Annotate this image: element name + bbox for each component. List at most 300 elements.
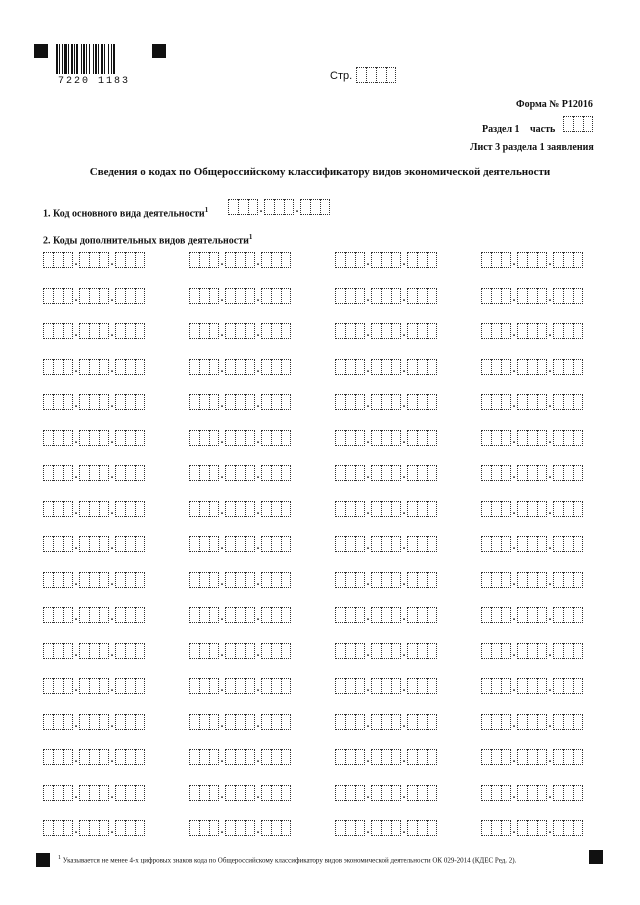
code-class-cell[interactable] [481, 714, 491, 730]
code-class-cells[interactable] [335, 288, 365, 304]
code-class-cell[interactable] [43, 643, 53, 659]
additional-activity-code-field[interactable] [189, 607, 291, 623]
code-class-cells[interactable] [43, 288, 73, 304]
code-class-cell[interactable] [481, 430, 491, 446]
code-class-cell[interactable] [199, 678, 209, 694]
code-subclass-cell[interactable] [527, 430, 537, 446]
code-class-cell[interactable] [189, 785, 199, 801]
code-subclass-cells[interactable] [371, 323, 401, 339]
code-class-cell[interactable] [43, 714, 53, 730]
code-subclass-cell[interactable] [245, 501, 255, 517]
code-subclass-cells[interactable] [517, 749, 547, 765]
code-group-cell[interactable] [125, 749, 135, 765]
code-group-cells[interactable] [115, 252, 145, 268]
code-class-cell[interactable] [63, 359, 73, 375]
code-class-cell[interactable] [345, 572, 355, 588]
code-class-cells[interactable] [335, 465, 365, 481]
code-class-cell[interactable] [335, 465, 345, 481]
code-class-cell[interactable] [209, 607, 219, 623]
code-subclass-cell[interactable] [89, 430, 99, 446]
additional-activity-code-field[interactable] [481, 820, 583, 836]
code-class-cell[interactable] [335, 288, 345, 304]
code-subclass-cells[interactable] [79, 678, 109, 694]
code-group-cell[interactable] [115, 394, 125, 410]
code-subclass-cell[interactable] [391, 536, 401, 552]
code-group-cell[interactable] [135, 607, 145, 623]
additional-activity-code-field[interactable] [335, 785, 437, 801]
code-group-cell[interactable] [573, 678, 583, 694]
code-group-cells[interactable] [115, 820, 145, 836]
code-group-cell[interactable] [417, 714, 427, 730]
code-class-cell[interactable] [501, 323, 511, 339]
code-class-cell[interactable] [43, 536, 53, 552]
code-group-cell[interactable] [115, 643, 125, 659]
code-group-cells[interactable] [115, 323, 145, 339]
code-group-cell[interactable] [407, 678, 417, 694]
code-class-cells[interactable] [43, 607, 73, 623]
code-class-cell[interactable] [355, 394, 365, 410]
code-class-cell[interactable] [43, 607, 53, 623]
code-group-cell[interactable] [427, 714, 437, 730]
code-class-cell[interactable] [53, 714, 63, 730]
page-number-cell[interactable] [386, 67, 396, 83]
code-group-cell[interactable] [271, 430, 281, 446]
code-group-cell[interactable] [281, 323, 291, 339]
code-class-cell[interactable] [199, 820, 209, 836]
additional-activity-code-field[interactable] [43, 536, 145, 552]
code-group-cell[interactable] [125, 785, 135, 801]
code-subclass-cell[interactable] [381, 607, 391, 623]
code-class-cell[interactable] [63, 678, 73, 694]
code-class-cell[interactable] [43, 820, 53, 836]
additional-activity-code-field[interactable] [43, 678, 145, 694]
code-group-cell[interactable] [417, 536, 427, 552]
code-subclass-cell[interactable] [235, 465, 245, 481]
code-subclass-cell[interactable] [225, 572, 235, 588]
code-class-cell[interactable] [355, 359, 365, 375]
code-class-cell[interactable] [189, 323, 199, 339]
code-class-cell[interactable] [199, 714, 209, 730]
code-group-cell[interactable] [427, 785, 437, 801]
code-subclass-cell[interactable] [99, 288, 109, 304]
code-class-cell[interactable] [53, 252, 63, 268]
code-class-cell[interactable] [481, 394, 491, 410]
code-subclass-cell[interactable] [99, 820, 109, 836]
code-class-cells[interactable] [189, 607, 219, 623]
code-class-cell[interactable] [53, 394, 63, 410]
code-subclass-cell[interactable] [225, 430, 235, 446]
code-subclass-cell[interactable] [527, 678, 537, 694]
code-group-cell[interactable] [427, 323, 437, 339]
code-group-cell[interactable] [281, 785, 291, 801]
code-class-cell[interactable] [189, 430, 199, 446]
code-group-cell[interactable] [125, 430, 135, 446]
code-class-cell[interactable] [501, 252, 511, 268]
code-subclass-cells[interactable] [225, 501, 255, 517]
code-subclass-cell[interactable] [391, 785, 401, 801]
code-class-cell[interactable] [63, 643, 73, 659]
code-class-cell[interactable] [481, 501, 491, 517]
code-class-cell[interactable] [345, 430, 355, 446]
code-class-cell[interactable] [199, 607, 209, 623]
code-class-cell[interactable] [481, 820, 491, 836]
code-subclass-cell[interactable] [225, 714, 235, 730]
code-group-cell[interactable] [271, 749, 281, 765]
code-class-cell[interactable] [63, 572, 73, 588]
code-class-cell[interactable] [43, 252, 53, 268]
code-group-cell[interactable] [115, 501, 125, 517]
code-group-cell[interactable] [115, 572, 125, 588]
code-subclass-cell[interactable] [89, 465, 99, 481]
code-subclass-cells[interactable] [517, 820, 547, 836]
code-group-cell[interactable] [125, 572, 135, 588]
code-group-cell[interactable] [573, 572, 583, 588]
code-subclass-cell[interactable] [537, 607, 547, 623]
code-group-cell[interactable] [417, 749, 427, 765]
code-class-cell[interactable] [43, 749, 53, 765]
code-group-cell[interactable] [573, 607, 583, 623]
code-group-cell[interactable] [125, 465, 135, 481]
code-group-cell[interactable] [553, 714, 563, 730]
code-subclass-cell[interactable] [99, 394, 109, 410]
code-group-cell[interactable] [281, 430, 291, 446]
code-subclass-cell[interactable] [391, 323, 401, 339]
code-group-cell[interactable] [573, 323, 583, 339]
code-group-cell[interactable] [271, 394, 281, 410]
code-subclass-cell[interactable] [391, 678, 401, 694]
code-group-cell[interactable] [407, 714, 417, 730]
code-subclass-cells[interactable] [79, 359, 109, 375]
code-class-cell[interactable] [355, 643, 365, 659]
code-subclass-cells[interactable] [517, 323, 547, 339]
code-class-cell[interactable] [345, 678, 355, 694]
code-class-cell[interactable] [209, 785, 219, 801]
code-class-cell[interactable] [53, 323, 63, 339]
code-subclass-cells[interactable] [371, 714, 401, 730]
code-subclass-cell[interactable] [537, 785, 547, 801]
code-class-cell[interactable] [481, 288, 491, 304]
additional-activity-code-field[interactable] [43, 572, 145, 588]
code-class-cell[interactable] [335, 359, 345, 375]
code-group-cells[interactable] [300, 199, 330, 215]
code-group-cell[interactable] [573, 785, 583, 801]
code-subclass-cell[interactable] [235, 572, 245, 588]
code-class-cell[interactable] [355, 252, 365, 268]
code-subclass-cells[interactable] [517, 536, 547, 552]
additional-activity-code-field[interactable] [43, 785, 145, 801]
code-group-cell[interactable] [271, 288, 281, 304]
code-class-cells[interactable] [189, 359, 219, 375]
code-group-cell[interactable] [271, 607, 281, 623]
code-class-cell[interactable] [335, 394, 345, 410]
code-group-cells[interactable] [407, 430, 437, 446]
code-group-cell[interactable] [135, 501, 145, 517]
code-class-cell[interactable] [501, 359, 511, 375]
code-group-cell[interactable] [261, 536, 271, 552]
code-subclass-cell[interactable] [391, 394, 401, 410]
code-subclass-cell[interactable] [537, 678, 547, 694]
additional-activity-code-field[interactable] [189, 820, 291, 836]
code-group-cell[interactable] [261, 394, 271, 410]
code-subclass-cells[interactable] [517, 288, 547, 304]
code-group-cell[interactable] [427, 359, 437, 375]
code-class-cell[interactable] [228, 199, 238, 215]
code-subclass-cell[interactable] [99, 252, 109, 268]
additional-activity-code-field[interactable] [335, 252, 437, 268]
code-class-cell[interactable] [355, 572, 365, 588]
code-group-cell[interactable] [553, 820, 563, 836]
code-class-cell[interactable] [43, 785, 53, 801]
code-subclass-cell[interactable] [245, 323, 255, 339]
code-subclass-cell[interactable] [537, 430, 547, 446]
code-group-cells[interactable] [407, 394, 437, 410]
code-group-cells[interactable] [407, 643, 437, 659]
code-subclass-cell[interactable] [79, 394, 89, 410]
additional-activity-code-field[interactable] [335, 536, 437, 552]
code-class-cell[interactable] [199, 465, 209, 481]
code-group-cells[interactable] [553, 714, 583, 730]
code-class-cells[interactable] [335, 359, 365, 375]
code-subclass-cell[interactable] [381, 430, 391, 446]
code-subclass-cell[interactable] [371, 359, 381, 375]
code-class-cell[interactable] [481, 359, 491, 375]
code-subclass-cell[interactable] [79, 820, 89, 836]
code-subclass-cell[interactable] [89, 820, 99, 836]
code-class-cell[interactable] [491, 643, 501, 659]
additional-activity-code-field[interactable] [189, 785, 291, 801]
code-group-cells[interactable] [115, 536, 145, 552]
code-subclass-cell[interactable] [245, 785, 255, 801]
code-group-cell[interactable] [261, 678, 271, 694]
code-subclass-cell[interactable] [527, 607, 537, 623]
code-class-cell[interactable] [355, 323, 365, 339]
code-group-cells[interactable] [553, 536, 583, 552]
additional-activity-code-field[interactable] [189, 536, 291, 552]
code-subclass-cell[interactable] [79, 643, 89, 659]
code-class-cells[interactable] [43, 323, 73, 339]
code-group-cell[interactable] [563, 714, 573, 730]
code-group-cell[interactable] [553, 643, 563, 659]
code-group-cell[interactable] [417, 288, 427, 304]
code-group-cell[interactable] [407, 394, 417, 410]
code-class-cells[interactable] [481, 430, 511, 446]
code-subclass-cell[interactable] [371, 607, 381, 623]
code-group-cells[interactable] [407, 288, 437, 304]
code-subclass-cells[interactable] [371, 536, 401, 552]
code-subclass-cell[interactable] [371, 465, 381, 481]
code-group-cell[interactable] [261, 785, 271, 801]
code-subclass-cell[interactable] [517, 714, 527, 730]
code-group-cell[interactable] [553, 785, 563, 801]
additional-activity-code-field[interactable] [189, 643, 291, 659]
code-subclass-cell[interactable] [99, 359, 109, 375]
code-class-cell[interactable] [335, 607, 345, 623]
code-subclass-cells[interactable] [225, 714, 255, 730]
code-class-cells[interactable] [481, 323, 511, 339]
code-class-cell[interactable] [481, 749, 491, 765]
code-class-cell[interactable] [491, 820, 501, 836]
code-group-cell[interactable] [553, 572, 563, 588]
additional-activity-code-field[interactable] [335, 678, 437, 694]
code-group-cells[interactable] [553, 252, 583, 268]
code-class-cell[interactable] [355, 714, 365, 730]
code-group-cells[interactable] [553, 749, 583, 765]
code-class-cell[interactable] [355, 749, 365, 765]
code-subclass-cells[interactable] [225, 394, 255, 410]
code-class-cell[interactable] [491, 536, 501, 552]
code-group-cell[interactable] [573, 714, 583, 730]
code-class-cells[interactable] [335, 714, 365, 730]
code-group-cell[interactable] [281, 501, 291, 517]
code-class-cell[interactable] [209, 252, 219, 268]
code-subclass-cell[interactable] [391, 714, 401, 730]
code-group-cell[interactable] [125, 536, 135, 552]
code-group-cells[interactable] [115, 359, 145, 375]
code-group-cell[interactable] [407, 820, 417, 836]
code-group-cell[interactable] [261, 465, 271, 481]
code-class-cells[interactable] [481, 678, 511, 694]
code-class-cells[interactable] [481, 536, 511, 552]
code-class-cells[interactable] [43, 820, 73, 836]
code-class-cell[interactable] [491, 607, 501, 623]
code-subclass-cell[interactable] [381, 465, 391, 481]
code-subclass-cell[interactable] [527, 643, 537, 659]
code-subclass-cells[interactable] [79, 536, 109, 552]
code-subclass-cell[interactable] [245, 430, 255, 446]
code-subclass-cell[interactable] [381, 714, 391, 730]
code-subclass-cell[interactable] [527, 714, 537, 730]
code-class-cell[interactable] [355, 465, 365, 481]
additional-activity-code-field[interactable] [43, 643, 145, 659]
additional-activity-code-field[interactable] [481, 465, 583, 481]
code-subclass-cell[interactable] [235, 394, 245, 410]
code-subclass-cells[interactable] [225, 607, 255, 623]
code-class-cell[interactable] [345, 394, 355, 410]
code-group-cell[interactable] [281, 714, 291, 730]
code-class-cell[interactable] [189, 643, 199, 659]
code-subclass-cell[interactable] [235, 359, 245, 375]
additional-activity-code-field[interactable] [481, 714, 583, 730]
code-subclass-cell[interactable] [537, 323, 547, 339]
code-subclass-cells[interactable] [371, 288, 401, 304]
code-subclass-cell[interactable] [79, 252, 89, 268]
code-subclass-cell[interactable] [225, 785, 235, 801]
additional-activity-code-field[interactable] [189, 749, 291, 765]
code-class-cell[interactable] [63, 820, 73, 836]
code-class-cells[interactable] [481, 465, 511, 481]
code-group-cell[interactable] [553, 394, 563, 410]
code-class-cells[interactable] [335, 252, 365, 268]
code-group-cell[interactable] [115, 607, 125, 623]
code-subclass-cell[interactable] [381, 288, 391, 304]
code-subclass-cell[interactable] [537, 643, 547, 659]
code-class-cell[interactable] [209, 536, 219, 552]
code-subclass-cell[interactable] [245, 678, 255, 694]
code-subclass-cell[interactable] [517, 465, 527, 481]
code-class-cell[interactable] [189, 465, 199, 481]
code-group-cells[interactable] [261, 749, 291, 765]
code-subclass-cells[interactable] [79, 252, 109, 268]
code-class-cells[interactable] [43, 749, 73, 765]
code-subclass-cell[interactable] [99, 785, 109, 801]
code-class-cell[interactable] [345, 536, 355, 552]
code-group-cell[interactable] [261, 572, 271, 588]
code-class-cell[interactable] [63, 394, 73, 410]
code-class-cell[interactable] [53, 465, 63, 481]
code-subclass-cell[interactable] [89, 536, 99, 552]
code-group-cell[interactable] [563, 536, 573, 552]
code-subclass-cell[interactable] [235, 536, 245, 552]
code-group-cells[interactable] [261, 714, 291, 730]
code-group-cell[interactable] [427, 501, 437, 517]
code-class-cell[interactable] [491, 785, 501, 801]
code-group-cell[interactable] [573, 749, 583, 765]
code-group-cell[interactable] [135, 394, 145, 410]
code-subclass-cell[interactable] [79, 465, 89, 481]
code-group-cell[interactable] [417, 643, 427, 659]
code-class-cell[interactable] [355, 820, 365, 836]
code-subclass-cells[interactable] [225, 323, 255, 339]
code-group-cells[interactable] [407, 536, 437, 552]
code-subclass-cells[interactable] [79, 465, 109, 481]
code-class-cell[interactable] [53, 536, 63, 552]
code-group-cell[interactable] [125, 323, 135, 339]
code-group-cell[interactable] [115, 465, 125, 481]
code-group-cell[interactable] [427, 607, 437, 623]
code-class-cell[interactable] [501, 607, 511, 623]
code-class-cell[interactable] [501, 536, 511, 552]
code-group-cell[interactable] [125, 359, 135, 375]
code-group-cell[interactable] [553, 536, 563, 552]
code-subclass-cell[interactable] [371, 501, 381, 517]
code-group-cell[interactable] [573, 359, 583, 375]
code-subclass-cells[interactable] [517, 785, 547, 801]
code-subclass-cell[interactable] [89, 785, 99, 801]
additional-activity-code-field[interactable] [189, 252, 291, 268]
code-class-cell[interactable] [199, 288, 209, 304]
code-class-cell[interactable] [43, 359, 53, 375]
code-subclass-cell[interactable] [371, 714, 381, 730]
code-subclass-cell[interactable] [225, 323, 235, 339]
code-class-cell[interactable] [189, 501, 199, 517]
code-class-cell[interactable] [53, 785, 63, 801]
code-group-cell[interactable] [125, 252, 135, 268]
code-group-cells[interactable] [407, 501, 437, 517]
additional-activity-code-field[interactable] [335, 323, 437, 339]
code-class-cell[interactable] [189, 607, 199, 623]
code-subclass-cell[interactable] [537, 572, 547, 588]
code-group-cell[interactable] [427, 394, 437, 410]
code-group-cells[interactable] [261, 536, 291, 552]
code-subclass-cells[interactable] [79, 785, 109, 801]
code-class-cells[interactable] [335, 394, 365, 410]
code-subclass-cell[interactable] [245, 607, 255, 623]
code-class-cells[interactable] [189, 785, 219, 801]
code-group-cells[interactable] [261, 252, 291, 268]
code-class-cell[interactable] [53, 749, 63, 765]
code-subclass-cell[interactable] [381, 501, 391, 517]
code-class-cell[interactable] [335, 678, 345, 694]
code-group-cells[interactable] [115, 678, 145, 694]
code-group-cell[interactable] [407, 572, 417, 588]
additional-activity-code-field[interactable] [189, 430, 291, 446]
additional-activity-code-field[interactable] [189, 714, 291, 730]
code-class-cell[interactable] [43, 430, 53, 446]
code-group-cell[interactable] [125, 714, 135, 730]
code-subclass-cell[interactable] [89, 323, 99, 339]
code-group-cell[interactable] [135, 359, 145, 375]
code-subclass-cell[interactable] [381, 252, 391, 268]
